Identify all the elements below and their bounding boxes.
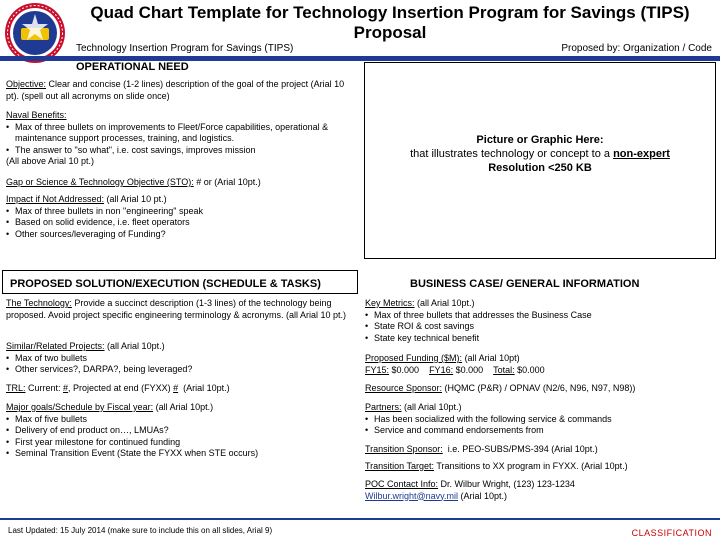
- poc-email-link[interactable]: Wilbur.wright@navy.mil: [365, 490, 458, 501]
- resource-sponsor-block: [365, 383, 715, 395]
- list-item: • State ROI & cost savings: [365, 321, 715, 333]
- graphic-placeholder: [364, 62, 716, 259]
- related-text: (all Arial 10pt.): [104, 341, 165, 351]
- transition-sponsor-block: [365, 444, 715, 456]
- naval-benefits-note: (All above Arial 10 pt.): [6, 156, 95, 166]
- objective-text: Clear and concise (1-2 lines) description of the goal of the project (Arial 10 pt). (spell out all acronyms on slide once): [6, 79, 345, 101]
- fy15-value: $0.000: [389, 364, 420, 375]
- graphic-emphasis: non-expert: [613, 148, 670, 160]
- funding-block: [365, 353, 715, 376]
- list-item: • Max of three bullets on improvements to Fleet/Force capabilities, operational & maintenance support processes, training, and logistics.: [6, 122, 358, 145]
- poc-email-note: (Arial 10pt.): [458, 490, 508, 501]
- total-value: $0.000: [514, 364, 545, 375]
- classification-marking: CLASSIFICATION: [631, 528, 712, 538]
- list-item: • Other sources/leveraging of Funding?: [6, 229, 358, 241]
- transition-target-label: Transition Target:: [365, 461, 435, 471]
- fy15-label: FY15:: [365, 364, 390, 375]
- technology-block: [6, 298, 356, 321]
- partners-block: [365, 402, 715, 437]
- fy16-label: FY16:: [429, 364, 454, 375]
- impact-text: (all Arial 10 pt.): [104, 194, 167, 204]
- transition-target-block: [365, 461, 715, 473]
- footer-divider: [0, 518, 720, 520]
- list-item: • First year milestone for continued funding: [6, 437, 356, 449]
- related-projects-block: [6, 341, 356, 376]
- gap-label: Gap or Science & Technology Objective (STO):: [6, 177, 194, 187]
- transition-sponsor-text: i.e. PEO-SUBS/PMS-394 (Arial 10pt.): [442, 444, 598, 454]
- business-case-heading: BUSINESS CASE/ GENERAL INFORMATION: [410, 278, 640, 290]
- list-item: • Has been socialized with the following service & commands: [365, 414, 715, 426]
- program-label: Technology Insertion Program for Savings (TIPS): [76, 43, 294, 54]
- trl-note: (Arial 10pt.): [178, 383, 230, 393]
- impact-block: [6, 194, 358, 240]
- graphic-caption: [365, 133, 715, 175]
- partners-text: (all Arial 10pt.): [401, 402, 462, 412]
- key-metrics-text: (all Arial 10pt.): [414, 298, 475, 308]
- last-updated: Last Updated: 15 July 2014 (make sure to include this on all slides, Arial 9): [8, 526, 273, 535]
- graphic-line-1: Picture or Graphic Here:: [476, 134, 604, 146]
- naval-benefits-block: [6, 110, 358, 168]
- organization-seal-logo: [4, 2, 66, 64]
- poc-label: POC Contact Info:: [365, 479, 439, 489]
- operational-need-heading: OPERATIONAL NEED: [76, 61, 189, 73]
- goals-list: [6, 414, 356, 460]
- resource-text: (HQMC (P&R) / OPNAV (N2/6, N96, N97, N98)): [442, 383, 636, 393]
- related-label: Similar/Related Projects:: [6, 341, 105, 351]
- poc-block: [365, 479, 715, 502]
- list-item: • Seminal Transition Event (State the FYXX when STE occurs): [6, 448, 356, 460]
- solution-heading: PROPOSED SOLUTION/EXECUTION (SCHEDULE & TASKS): [10, 278, 321, 290]
- gap-block: [6, 177, 358, 189]
- list-item: • Delivery of end product on…, LMUAs?: [6, 425, 356, 437]
- transition-sponsor-label: Transition Sponsor:: [365, 444, 443, 454]
- list-item: • Max of five bullets: [6, 414, 356, 426]
- trl-current-text: Current:: [25, 383, 64, 393]
- impact-list: [6, 206, 358, 241]
- goals-label: Major goals/Schedule by Fiscal year:: [6, 402, 154, 412]
- proposed-by: Proposed by: Organization / Code: [561, 43, 712, 54]
- objective-block: [6, 79, 358, 102]
- trl-projected-text: , Projected at end (FYXX): [68, 383, 174, 393]
- total-label: Total:: [493, 364, 515, 375]
- list-item: • Max of two bullets: [6, 353, 356, 365]
- trl-current-value: #: [63, 383, 69, 393]
- technology-text: Provide a succinct description (1-3 lines) of the technology being proposed. Avoid project specific engineering terminology & acronyms. (all Arial 10 pt.): [6, 298, 347, 320]
- transition-target-text: Transitions to XX program in FYXX. (Arial 10pt.): [434, 461, 628, 471]
- goals-text: (all Arial 10pt.): [153, 402, 214, 412]
- list-item: • Max of three bullets that addresses the Business Case: [365, 310, 715, 322]
- goals-block: [6, 402, 356, 460]
- partners-label: Partners:: [365, 402, 402, 412]
- fy16-value: $0.000: [453, 364, 484, 375]
- list-item: • State key technical benefit: [365, 333, 715, 345]
- graphic-line-2: that illustrates technology or concept to a: [410, 148, 614, 160]
- trl-projected-value: #: [173, 383, 179, 393]
- related-list: [6, 353, 356, 376]
- graphic-line-3: Resolution <250 KB: [488, 162, 592, 174]
- naval-benefits-label: Naval Benefits:: [6, 110, 67, 120]
- funding-text: (all Arial 10pt): [462, 353, 520, 363]
- list-item: • Service and command endorsements from: [365, 425, 715, 437]
- resource-label: Resource Sponsor:: [365, 383, 443, 393]
- key-metrics-block: [365, 298, 715, 344]
- impact-label: Impact if Not Addressed:: [6, 194, 105, 204]
- technology-label: The Technology:: [6, 298, 72, 308]
- list-item: • The answer to "so what", i.e. cost savings, improves mission: [6, 145, 358, 157]
- key-metrics-list: [365, 310, 715, 345]
- list-item: • Based on solid evidence, i.e. fleet operators: [6, 217, 358, 229]
- list-item: • Other services?, DARPA?, being leveraged?: [6, 364, 356, 376]
- page-title: Quad Chart Template for Technology Insertion Program for Savings (TIPS) Proposal: [90, 3, 690, 42]
- naval-benefits-list: [6, 122, 358, 157]
- gap-text: # or (Arial 10pt.): [193, 177, 261, 187]
- funding-label: Proposed Funding ($M):: [365, 353, 463, 363]
- trl-block: [6, 383, 356, 395]
- objective-label: Objective:: [6, 79, 47, 89]
- poc-text: Dr. Wilbur Wright, (123) 123-1234: [438, 479, 575, 489]
- trl-label: TRL:: [6, 383, 26, 393]
- partners-list: [365, 414, 715, 437]
- list-item: • Max of three bullets in non "engineering" speak: [6, 206, 358, 218]
- key-metrics-label: Key Metrics:: [365, 298, 415, 308]
